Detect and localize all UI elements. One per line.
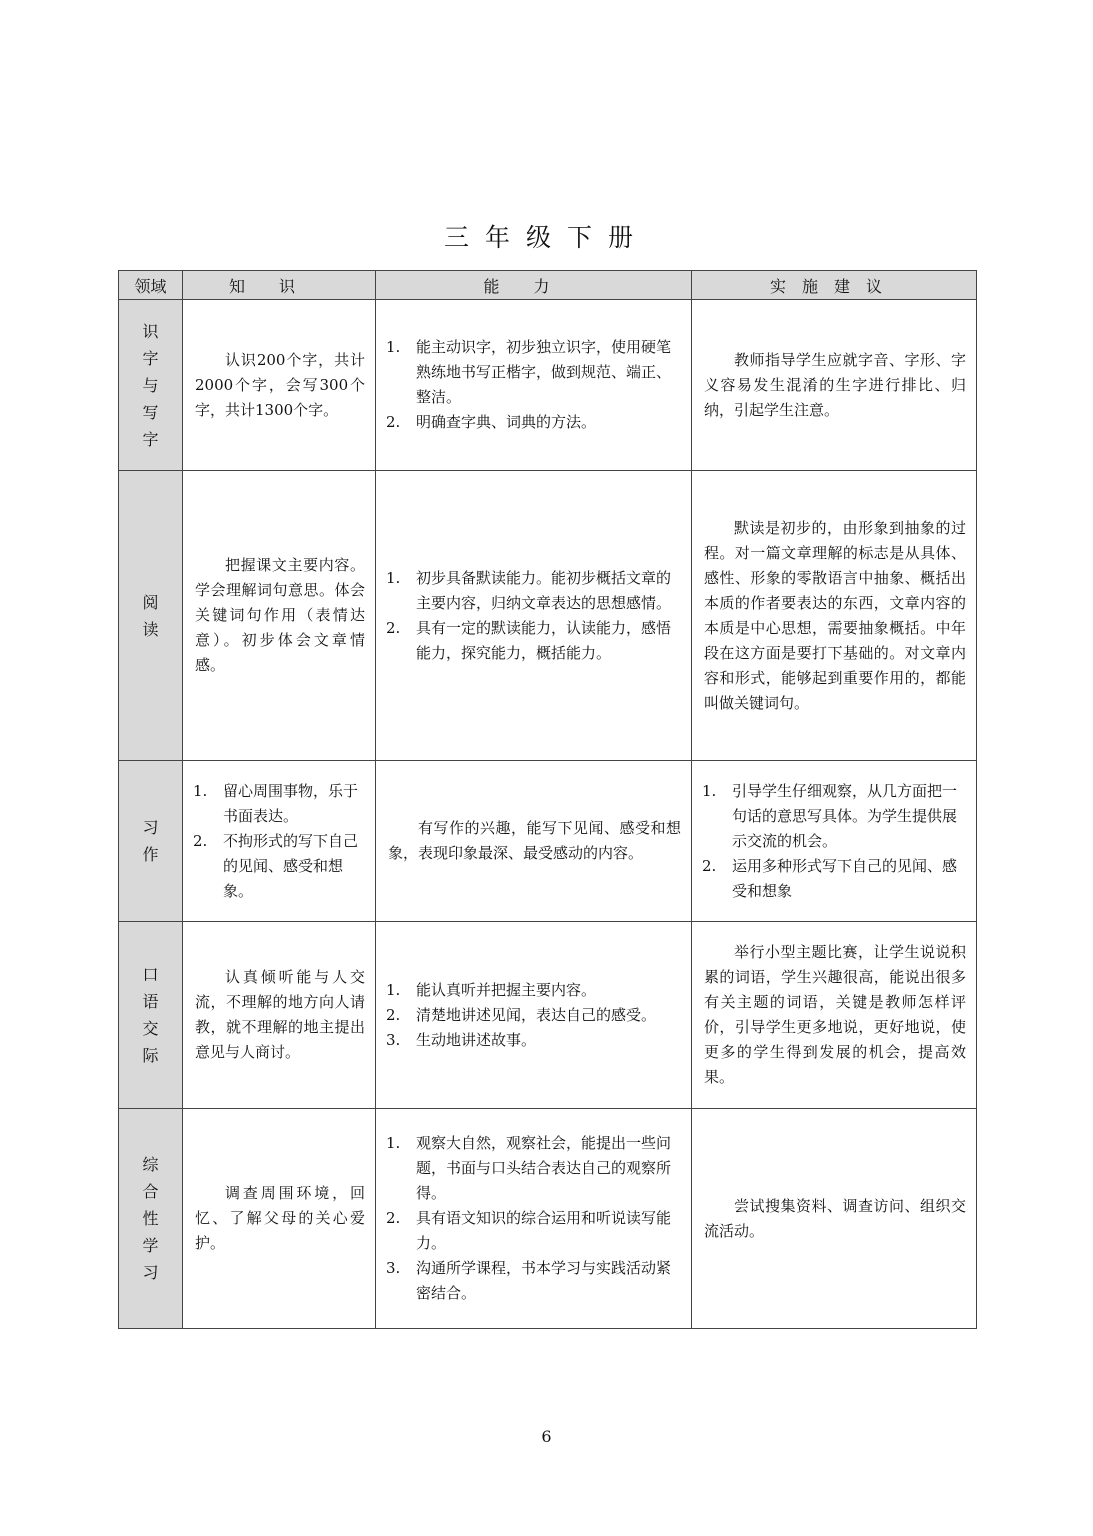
list-item-number: 1. — [386, 980, 401, 999]
domain-label-char: 阅 — [142, 592, 159, 612]
knowledge-cell — [183, 761, 376, 922]
ability-cell — [376, 922, 692, 1109]
list-item — [193, 829, 367, 904]
knowledge-cell — [183, 300, 376, 471]
table-row — [119, 471, 977, 761]
domain-cell — [119, 471, 183, 761]
domain-label-char: 语 — [142, 992, 159, 1011]
list-item-text: 生动地讲述故事。 — [416, 1030, 537, 1049]
numbered-list — [376, 335, 691, 435]
list-item — [386, 1206, 683, 1256]
list-item — [386, 616, 683, 666]
domain-label-char: 作 — [142, 845, 159, 864]
list-item-text: 明确查字典、词典的方法。 — [416, 413, 597, 431]
suggestion-cell — [692, 471, 977, 761]
page-number: 6 — [541, 1427, 552, 1446]
list-item-text: 运用多种形式写下自己的见闻、感受和想象 — [732, 856, 958, 900]
list-item-number: 2. — [702, 856, 717, 875]
list-item-number: 1. — [386, 1134, 401, 1152]
list-item-number: 1. — [193, 781, 208, 800]
table-header-row — [119, 271, 977, 300]
header-suggestion: 实施建议 — [692, 271, 977, 300]
ability-cell — [376, 300, 692, 471]
domain-cell — [119, 300, 183, 471]
list-item-number: 1. — [386, 338, 401, 356]
domain-label-char: 合 — [142, 1182, 159, 1201]
table-row — [119, 761, 977, 922]
suggestion-cell — [692, 761, 977, 922]
cell-paragraph: 调查周围环境，回忆、了解父母的关心爱护。 — [195, 1184, 365, 1252]
cell-paragraph: 教师指导学生应就字音、字形、字义容易发生混淆的生字进行排比、归纳，引起学生注意。 — [704, 350, 966, 419]
cell-paragraph: 默读是初步的，由形象到抽象的过程。对一篇文章理解的标志是从具体、感性、形象的零散语言中抽象、概括出本质的作者要表达的东西，文章内容的本质是中心思想，需要抽象概括。中年段在这方面是要打下基础的。对文章内容和形式，能够起到重要作用的，都能叫做关键词句。 — [704, 518, 966, 712]
domain-label-char: 习 — [142, 1263, 159, 1282]
list-item-number: 1. — [386, 568, 401, 587]
list-item — [193, 779, 367, 829]
list-item-text: 沟通所学课程，书本学习与实践活动紧密结合。 — [416, 1259, 672, 1302]
numbered-list — [692, 779, 976, 904]
list-item-number: 2. — [386, 1209, 401, 1227]
header-domain: 领域 — [119, 271, 183, 300]
knowledge-cell — [183, 471, 376, 761]
cell-paragraph: 把握课文主要内容。学会理解词句意思。体会关键词句作用（表情达意）。初步体会文章情感。 — [195, 556, 365, 674]
numbered-list — [376, 978, 691, 1053]
page-title: 三年级下册 — [443, 223, 649, 252]
ability-cell — [376, 1109, 692, 1329]
list-item — [386, 978, 683, 1003]
domain-label-char: 交 — [142, 1019, 159, 1038]
cell-paragraph: 认识200个字，共计2000个字，会写300个字，共计1300个字。 — [195, 350, 365, 419]
curriculum-table — [118, 270, 977, 1329]
domain-label-char: 综 — [142, 1155, 159, 1174]
domain-label-char: 性 — [142, 1209, 159, 1228]
suggestion-cell — [692, 1109, 977, 1329]
list-item-text: 引导学生仔细观察，从几方面把一句话的意思写具体。为学生提供展示交流的机会。 — [732, 781, 958, 850]
domain-label-char: 口 — [142, 965, 159, 984]
list-item-number: 2. — [386, 618, 401, 637]
list-item-number: 2. — [193, 831, 208, 850]
cell-paragraph: 认真倾听能与人交流，不理解的地方向人请教，就不理解的地主提出意见与人商讨。 — [195, 968, 365, 1061]
suggestion-cell — [692, 300, 977, 471]
list-item — [386, 410, 683, 435]
list-item-text: 能认真听并把握主要内容。 — [416, 980, 597, 999]
knowledge-cell — [183, 1109, 376, 1329]
domain-label-char: 际 — [142, 1046, 159, 1065]
ability-cell — [376, 761, 692, 922]
list-item-number: 2. — [386, 413, 401, 431]
list-item — [702, 779, 968, 854]
numbered-list — [376, 1131, 691, 1306]
list-item-text: 初步具备默读能力。能初步概括文章的主要内容，归纳文章表达的思想感情。 — [416, 568, 672, 612]
list-item — [386, 1003, 683, 1028]
domain-label-char: 学 — [142, 1236, 159, 1255]
list-item — [386, 1028, 683, 1053]
list-item-text: 具有语文知识的综合运用和听说读写能力。 — [416, 1209, 672, 1252]
numbered-list — [376, 566, 691, 666]
ability-cell — [376, 471, 692, 761]
list-item-number: 3. — [386, 1030, 401, 1049]
domain-cell — [119, 1109, 183, 1329]
header-knowledge: 知识 — [183, 271, 376, 300]
list-item-text: 观察大自然，观察社会，能提出一些问题，书面与口头结合表达自己的观察所得。 — [416, 1134, 672, 1202]
list-item — [702, 854, 968, 904]
domain-cell — [119, 922, 183, 1109]
domain-label-char: 习 — [142, 818, 159, 837]
list-item-text: 清楚地讲述见闻，表达自己的感受。 — [416, 1005, 657, 1024]
cell-paragraph: 有写作的兴趣，能写下见闻、感受和想象，表现印象最深、最受感动的内容。 — [388, 819, 681, 862]
domain-label-char: 字 — [142, 429, 159, 449]
cell-paragraph: 尝试搜集资料、调查访问、组织交流活动。 — [704, 1196, 966, 1240]
domain-label-char: 与 — [142, 375, 159, 395]
list-item-text: 能主动识字，初步独立识字，使用硬笔熟练地书写正楷字，做到规范、端正、整洁。 — [416, 338, 672, 406]
list-item — [386, 1131, 683, 1206]
cell-paragraph: 举行小型主题比赛，让学生说说积累的词语，学生兴趣很高，能说出很多有关主题的词语，关键是教师怎样评价，引导学生更多地说，更好地说，使更多的学生得到发展的机会，提高效果。 — [704, 943, 966, 1086]
list-item-text: 不拘形式的写下自己的见闻、感受和想象。 — [223, 831, 359, 900]
domain-label-char: 写 — [142, 402, 159, 422]
domain-label-char: 读 — [142, 619, 159, 639]
list-item — [386, 1256, 683, 1306]
list-item-number: 1. — [702, 781, 717, 800]
list-item-text: 留心周围事物，乐于书面表达。 — [223, 781, 359, 825]
numbered-list — [183, 779, 375, 904]
list-item — [386, 335, 683, 410]
suggestion-cell — [692, 922, 977, 1109]
header-ability: 能力 — [376, 271, 692, 300]
table-row — [119, 300, 977, 471]
table-row — [119, 1109, 977, 1329]
domain-cell — [119, 761, 183, 922]
list-item — [386, 566, 683, 616]
table-row — [119, 922, 977, 1109]
knowledge-cell — [183, 922, 376, 1109]
list-item-number: 3. — [386, 1259, 401, 1277]
domain-label-char: 字 — [142, 348, 159, 368]
list-item-text: 具有一定的默读能力，认读能力，感悟能力，探究能力，概括能力。 — [416, 618, 672, 662]
list-item-number: 2. — [386, 1005, 401, 1024]
domain-label-char: 识 — [142, 321, 159, 341]
